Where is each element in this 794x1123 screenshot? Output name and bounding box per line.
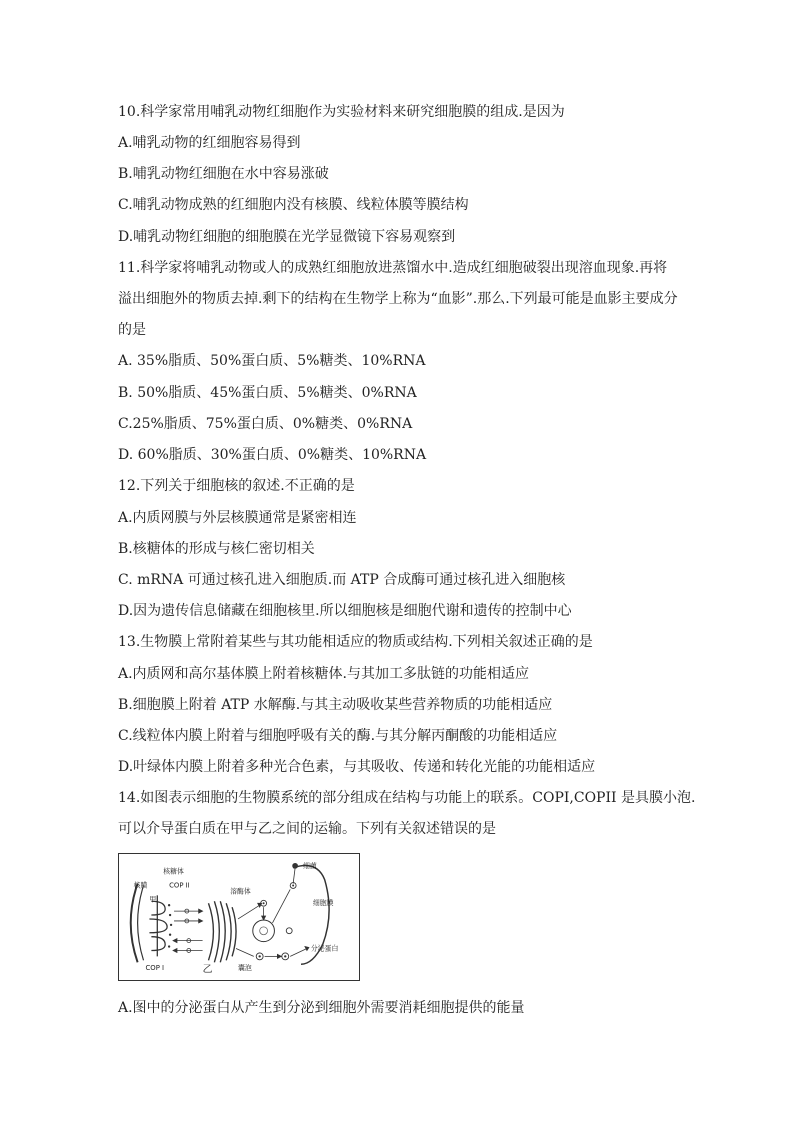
label-secretory-protein: 分泌蛋白 [310, 944, 339, 953]
question-14-stem-line1: 14.如图表示细胞的生物膜系统的部分组成在结构与功能上的联系。COPI,COPII 是具膜小泡. [118, 790, 696, 806]
q14-option-a: A.图中的分泌蛋白从产生到分泌到细胞外需要消耗细胞提供的能量 [118, 1000, 525, 1016]
q10-option-b: B.哺乳动物红细胞在水中容易涨破 [118, 166, 329, 182]
q13-option-a: A.内质网和高尔基体膜上附着核糖体.与其加工多肽链的功能相适应 [118, 666, 530, 682]
q12-option-a: A.内质网膜与外层核膜通常是紧密相连 [118, 510, 357, 526]
q10-option-a: A.哺乳动物的红细胞容易得到 [118, 135, 301, 151]
label-jia: 甲 [149, 895, 157, 904]
label-vesicle: 囊泡 [238, 964, 252, 973]
membrane-system-figure [118, 853, 360, 981]
label-yi: 乙 [202, 964, 213, 976]
q12-option-d: D.因为遗传信息储藏在细胞核里.所以细胞核是细胞代谢和遗传的控制中心 [118, 603, 572, 619]
label-cell-membrane: 细胞膜 [312, 899, 334, 908]
label-copii: COP II [169, 881, 190, 890]
q13-option-b: B.细胞膜上附着 ATP 水解酶.与其主动吸收某些营养物质的功能相适应 [118, 697, 553, 713]
q13-option-c: C.线粒体内膜上附着与细胞呼吸有关的酶.与其分解丙酮酸的功能相适应 [118, 728, 558, 744]
q11-option-a: A. 35%脂质、50%蛋白质、5%糖类、10%RNA [118, 353, 426, 369]
label-nuclear-membrane: 核膜 [133, 881, 148, 890]
question-11-stem-line1: 11.科学家将哺乳动物或人的成熟红细胞放进蒸馏水中.造成红细胞破裂出现溶血现象.再将 [118, 260, 668, 276]
secretion-arrows [236, 947, 309, 959]
q11-option-b: B. 50%脂质、45%蛋白质、5%糖类、0%RNA [118, 385, 417, 401]
q13-option-d: D.叶绿体内膜上附着多种光合色素，与其吸收、传递和转化光能的功能相适应 [118, 759, 596, 775]
question-12-stem: 12.下列关于细胞核的叙述.不正确的是 [118, 478, 355, 494]
nuclear-membrane-inner [138, 886, 144, 961]
q12-option-c: C. mRNA 可通过核孔进入细胞质.而 ATP 合成酶可通过核孔进入细胞核 [118, 572, 566, 588]
label-ribosome: 核糖体 [163, 867, 184, 876]
lysosome-digesting [253, 920, 275, 942]
ribosomes [168, 904, 172, 948]
question-14-stem-line2: 可以介导蛋白质在甲与乙之间的运输。下列有关叙述错误的是 [118, 821, 496, 837]
q12-option-b: B.核糖体的形成与核仁密切相关 [118, 541, 315, 557]
membrane-system-diagram [119, 854, 359, 980]
nuclear-membrane-outer [131, 884, 138, 963]
cop-vesicles [185, 909, 191, 952]
label-copi: COP I [145, 964, 165, 973]
er-jia [149, 895, 167, 956]
q10-option-d: D.哺乳动物红细胞的细胞膜在光学显微镜下容易观察到 [118, 229, 456, 245]
q10-option-c: C.哺乳动物成熟的红细胞内没有核膜、线粒体膜等膜结构 [118, 197, 469, 213]
question-10-stem: 10.科学家常用哺乳动物红细胞作为实验材料来研究细胞膜的组成.是因为 [118, 104, 565, 120]
q11-option-c: C.25%脂质、75%蛋白质、0%糖类、0%RNA [118, 416, 413, 432]
q11-option-d: D. 60%脂质、30%蛋白质、0%糖类、10%RNA [118, 447, 427, 463]
question-13-stem: 13.生物膜上常附着某些与其功能相适应的物质或结构.下列相关叙述正确的是 [118, 634, 593, 650]
question-11-stem-line2: 溢出细胞外的物质去掉.剩下的结构在生物学上称为“血影”.那么.下列最可能是血影主要成分 [118, 291, 678, 307]
label-bacteria: 细菌 [302, 861, 317, 870]
cop-arrows [173, 909, 203, 952]
label-lysosome: 溶酶体 [230, 887, 251, 896]
question-11-stem-line3: 的是 [118, 322, 146, 338]
golgi-yi [208, 901, 236, 962]
